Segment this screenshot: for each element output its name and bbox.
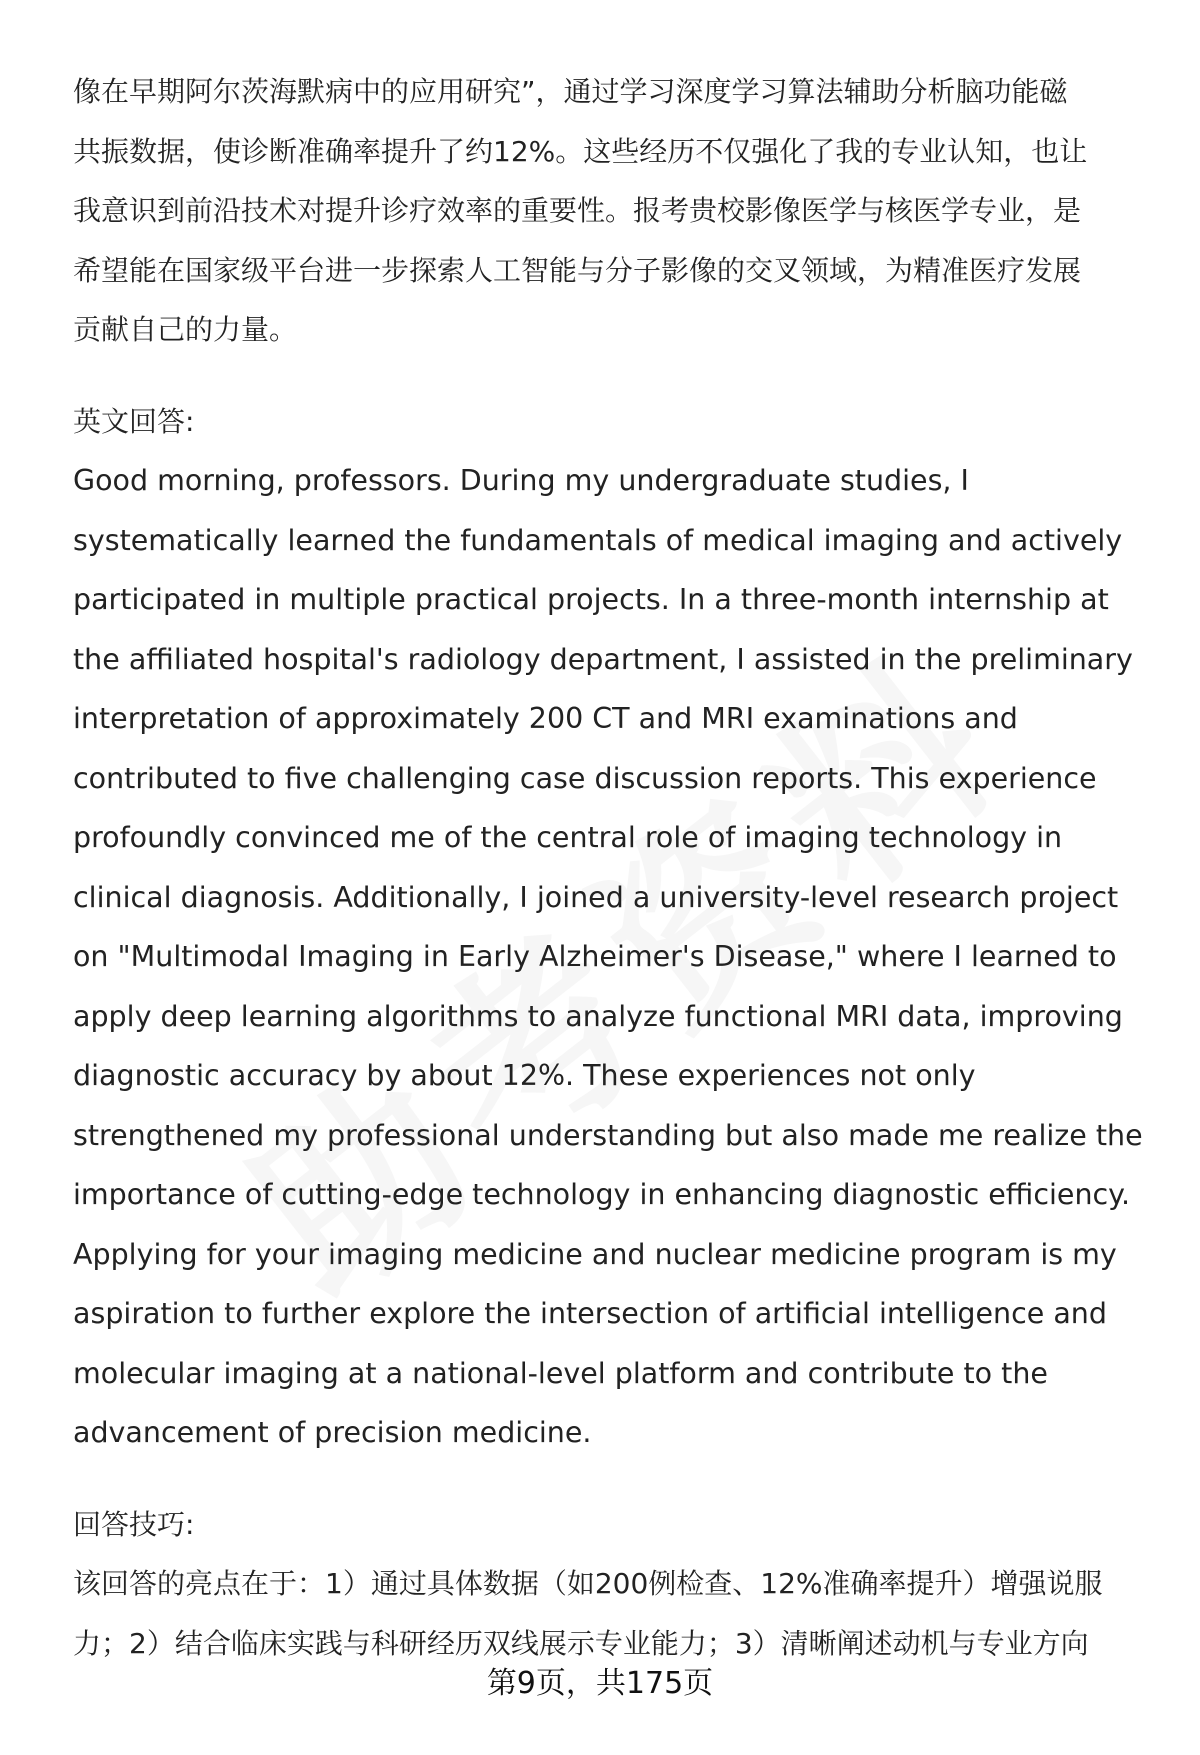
text-line: advancement of precision medicine. — [73, 1416, 592, 1449]
text-line: Good morning, professors. During my undergraduate studies, I — [73, 464, 969, 497]
text-line: systematically learned the fundamentals of medical imaging and actively — [73, 523, 1123, 557]
text-line: the affiliated hospital's radiology department, I assisted in the preliminary — [73, 642, 1133, 676]
text-line: 力；2）结合临床实践与科研经历双线展示专业能力；3）清晰阐述动机与专业方向 — [73, 1626, 1089, 1660]
text-line: 像在早期阿尔茨海默病中的应用研究”，通过学习深度学习算法辅助分析脑功能磁 — [73, 75, 1068, 108]
text-line: 希望能在国家级平台进一步探索人工智能与分子影像的交叉领域，为精准医疗发展 — [73, 253, 1082, 287]
text-line: diagnostic accuracy by about 12%. These experiences not only — [73, 1059, 976, 1092]
page-number-footer: 第9页，共175页 — [486, 1666, 714, 1701]
text-line: profoundly convinced me of the central role of imaging technology in — [73, 821, 1063, 854]
spacer — [73, 1463, 1158, 1495]
text-line: molecular imaging at a national-level platform and contribute to the — [73, 1356, 1048, 1390]
text-line: clinical diagnosis. Additionally, I joined a university-level research project — [73, 880, 1119, 914]
text-line: 我意识到前沿技术对提升诊疗效率的重要性。报考贵校影像医学与核医学专业，是 — [73, 194, 1082, 227]
text-line: Applying for your imaging medicine and nuclear medicine program is my — [73, 1237, 1117, 1271]
text-line: aspiration to further explore the intersection of artificial intelligence and — [73, 1297, 1107, 1330]
english-answer-heading: 英文回答: — [73, 404, 195, 438]
text-line: apply deep learning algorithms to analyze functional MRI data, improving — [73, 999, 1123, 1033]
spacer — [73, 360, 1158, 392]
text-line: 贡献自己的力量。 — [73, 313, 298, 346]
text-line: 共振数据，使诊断准确率提升了约12%。这些经历不仅强化了我的专业认知，也让 — [73, 134, 1088, 168]
answer-tips-heading: 回答技巧: — [73, 1507, 195, 1541]
english-answer-paragraph — [73, 451, 1158, 1463]
text-line: 该回答的亮点在于：1）通过具体数据（如200例检查、12%准确率提升）增强说服 — [73, 1567, 1103, 1600]
content-body — [73, 62, 1158, 1673]
answer-tips-paragraph — [73, 1554, 1158, 1673]
text-line: on "Multimodal Imaging in Early Alzheimer's Disease," where I learned to — [73, 940, 1117, 973]
text-line: strengthened my professional understanding but also made me realize the — [73, 1118, 1143, 1152]
intro-paragraph-cn — [73, 62, 1158, 360]
text-line: contributed to five challenging case discussion reports. This experience — [73, 761, 1097, 795]
text-line: importance of cutting-edge technology in enhancing diagnostic efficiency. — [73, 1178, 1131, 1211]
text-line: interpretation of approximately 200 CT and MRI examinations and — [73, 702, 1018, 735]
text-line: participated in multiple practical projects. In a three-month internship at — [73, 583, 1109, 616]
